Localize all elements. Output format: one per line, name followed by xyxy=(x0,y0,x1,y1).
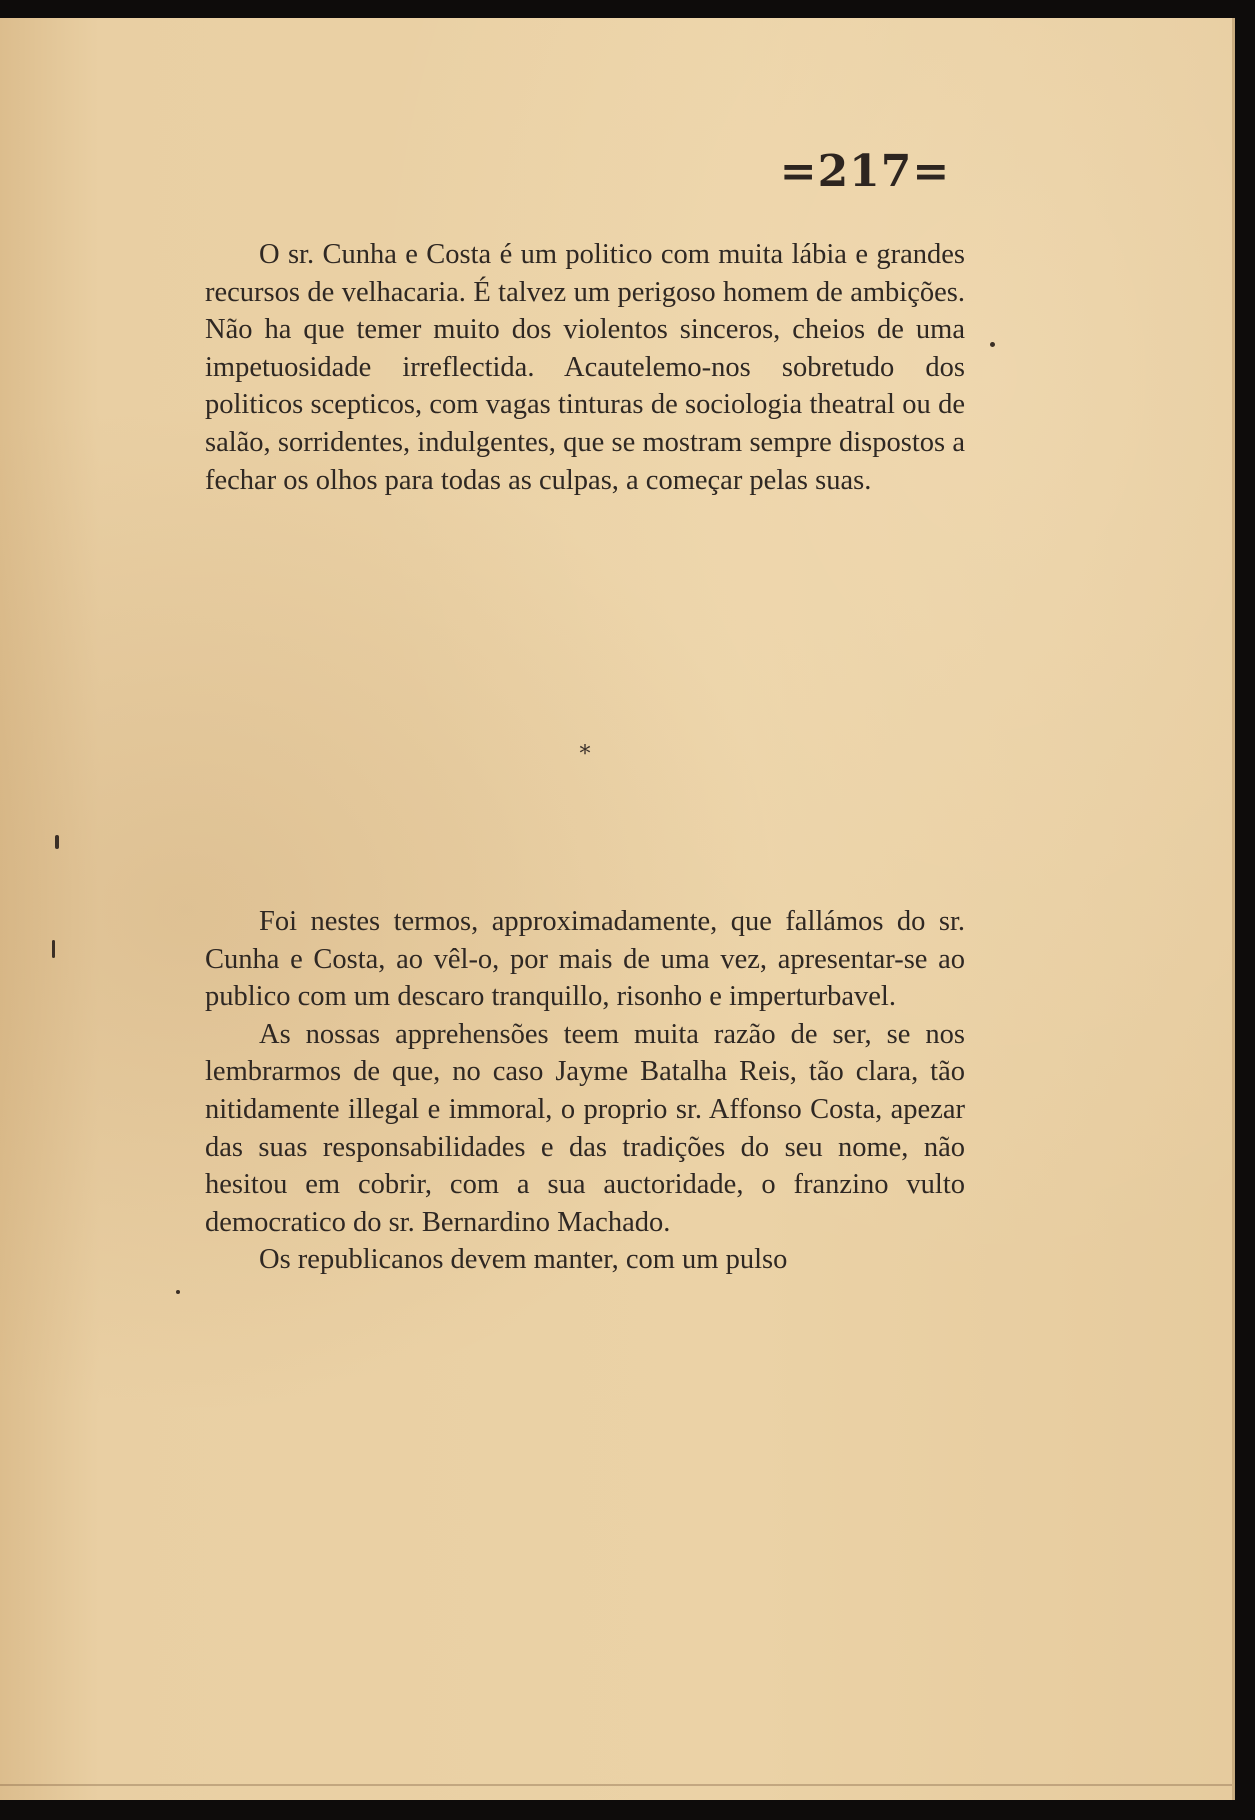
paragraph: O sr. Cunha e Costa é um politico com muita lábia e grandes recursos de velhacaria. É talvez um perigoso homem de ambições. Não ha que temer muito dos violentos sinceros, cheios de uma impetuosidade irreflectida. Acautelemo-nos sobretudo dos politicos scepticos, com vagas tinturas de sociologia theatral ou de salão, sorridentes, indulgentes, que se mostram sempre dispostos a fechar os olhos para todas as culpas, a começar pelas suas. xyxy=(205,239,965,496)
section-separator-asterisk: * xyxy=(579,742,591,767)
text-block-top xyxy=(205,236,965,499)
ink-speck xyxy=(55,835,59,849)
ink-speck xyxy=(52,940,55,958)
ink-speck xyxy=(990,342,995,347)
text-block-bottom xyxy=(205,903,965,1279)
paragraph: As nossas apprehensões teem muita razão de ser, se nos lembrarmos de que, no caso Jayme Batalha Reis, tão clara, tão nitidamente illegal e immoral, o proprio sr. Affonso Costa, apezar das suas responsabilidades e das tradições do seu nome, não hesitou em cobrir, com a sua auctoridade, o franzino vulto democratico do sr. Bernardino Machado. xyxy=(205,1018,965,1238)
page-number: =217= xyxy=(779,146,951,197)
page-edge xyxy=(1232,18,1235,1800)
ink-speck xyxy=(176,1290,180,1294)
paragraph: Foi nestes termos, approximadamente, que fallámos do sr. Cunha e Costa, ao vêl-o, por mais de uma vez, apresentar-se ao publico com um descaro tranquillo, risonho e imperturbavel. xyxy=(205,906,965,1013)
paragraph: Os republicanos devem manter, com um pulso xyxy=(259,1244,788,1276)
